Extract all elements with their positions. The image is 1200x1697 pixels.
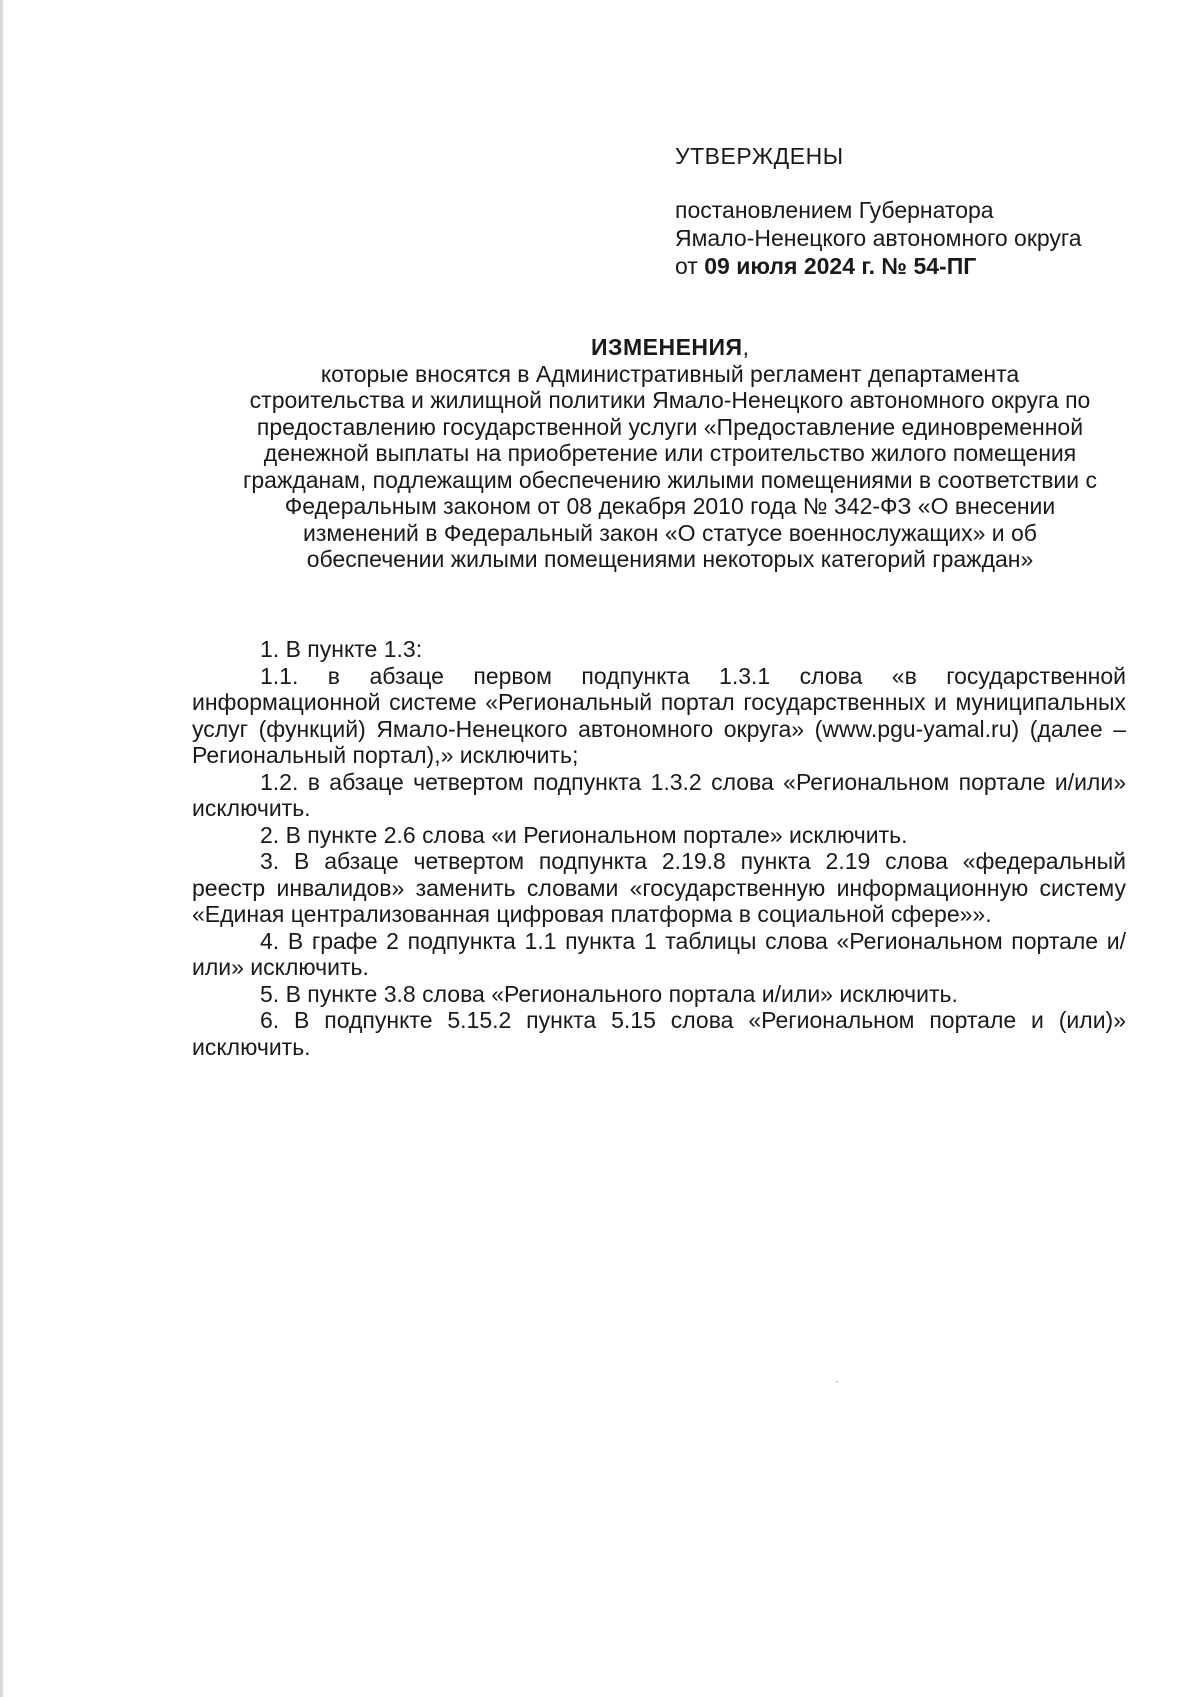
amendment-item: 5. В пункте 3.8 слова «Регионального портала и/или» исключить. [260, 980, 958, 1007]
title-line: предоставлению государственной услуги «Предоставление единовременной [256, 413, 1084, 440]
title-line: Федеральным законом от 08 декабря 2010 года № 342-ФЗ «О внесении [284, 493, 1056, 519]
approval-line-2: Ямало-Ненецкого автономного округа [675, 225, 1082, 251]
title-line: обеспечении жилыми помещениями некоторых категорий граждан» [306, 546, 1034, 572]
title-line: которые вносятся в Административный регламент департамента [320, 360, 1020, 387]
amendments-list [192, 636, 1126, 1060]
amendment-item: 1.1. в абзаце первом подпункта 1.3.1 слова «в государственной информационной системе «Региональный портал государственных и муниципальных услуг (функций) Ямало-Ненецкого автономного округа» (www.pgu-yamal.ru) (далее – Региональный портал),» исключить; [192, 662, 1126, 768]
amendment-item: 2. В пункте 2.6 слова «и Региональном портале» исключить. [260, 821, 908, 848]
amendment-item: 6. В подпункте 5.15.2 пункта 5.15 слова «Региональном портале и (или)» исключить. [192, 1007, 1126, 1060]
title-line: строительства и жилищной политики Ямало-Ненецкого автономного округа по [249, 387, 1091, 413]
approval-stamp: УТВЕРЖДЕНЫ [675, 143, 844, 169]
title-line: гражданам, подлежащим обеспечению жилыми помещениями в соответствии с [242, 466, 1098, 493]
title-heading-line [185, 334, 1155, 361]
scan-speck [836, 1381, 838, 1383]
amendment-item: 1.2. в абзаце четвертом подпункта 1.3.2 слова «Региональном портале и/или» исключить. [192, 768, 1126, 821]
title-line: изменений в Федеральный закон «О статусе военнослужащих» и об [303, 519, 1037, 546]
amendment-item: 4. В графе 2 подпункта 1.1 пункта 1 таблицы слова «Региональном портале и/или» исключить. [192, 927, 1126, 980]
approval-date-number: 09 июля 2024 г. № 54-ПГ [704, 253, 977, 279]
title-heading-suffix: , [742, 334, 749, 360]
approval-date-prefix: от [675, 253, 705, 279]
amendment-item: 3. В абзаце четвертом подпункта 2.19.8 пункта 2.19 слова «федеральный реестр инвалидов» заменить словами «государственную информационную систему «Единая централизованная цифровая платформа в социальной сфере»». [192, 848, 1126, 927]
approval-block [675, 142, 1175, 280]
approval-line-1: постановлением Губернатора [675, 197, 994, 223]
page-left-edge [0, 0, 3, 1697]
document-title [185, 334, 1155, 573]
amendment-item: 1. В пункте 1.3: [260, 636, 423, 662]
title-line: денежной выплаты на приобретение или строительство жилого помещения [263, 440, 1077, 466]
approval-date-line [675, 252, 1175, 280]
title-heading: ИЗМЕНЕНИЯ [591, 334, 743, 360]
